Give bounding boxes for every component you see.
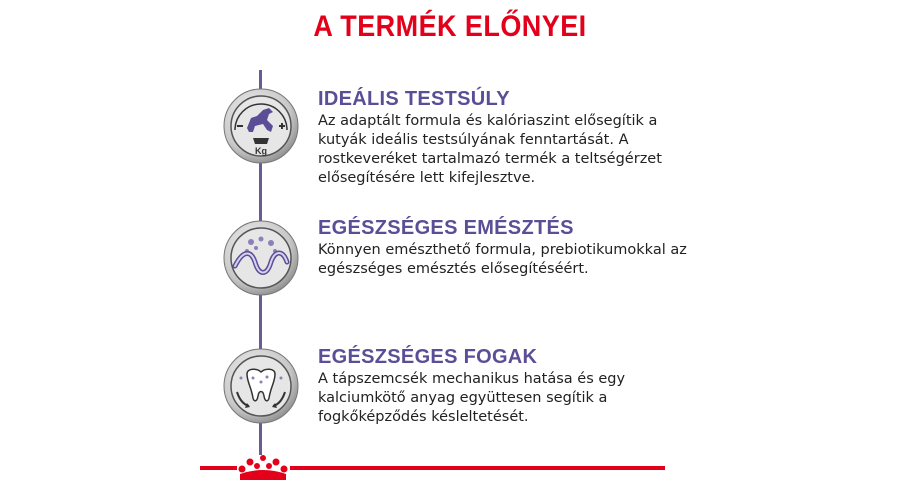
kg-label: Kg: [255, 146, 267, 156]
page-title: A TERMÉK ELŐNYEI: [313, 10, 587, 43]
benefit-heading: EGÉSZSÉGES FOGAK: [318, 346, 538, 368]
benefit-heading: IDEÁLIS TESTSÚLY: [318, 88, 510, 110]
benefit-heading: EGÉSZSÉGES EMÉSZTÉS: [318, 217, 574, 239]
royal-canin-crown-icon: [238, 452, 288, 482]
digestion-icon: [223, 220, 299, 296]
teeth-icon: [223, 348, 299, 424]
benefit-description: A tápszemcsék mechanikus hatása és egy kalciumkötő anyag együttesen segítik a fogkőképződés késleltetését.: [318, 371, 626, 425]
footer-line-right: [290, 466, 665, 470]
dog-weight-scale-icon: [223, 88, 299, 164]
benefit-description: Könnyen emészthető formula, prebiotikumokkal az egészséges emésztés elősegítéséért.: [318, 242, 687, 277]
footer-line-left: [200, 466, 237, 470]
benefit-description: Az adaptált formula és kalóriaszint elősegítik a kutyák ideális testsúlyának fenntartását. A rostkeveréket tartalmazó termék a teltségérzet elősegítésére lett kifejlesztve.: [318, 113, 662, 186]
